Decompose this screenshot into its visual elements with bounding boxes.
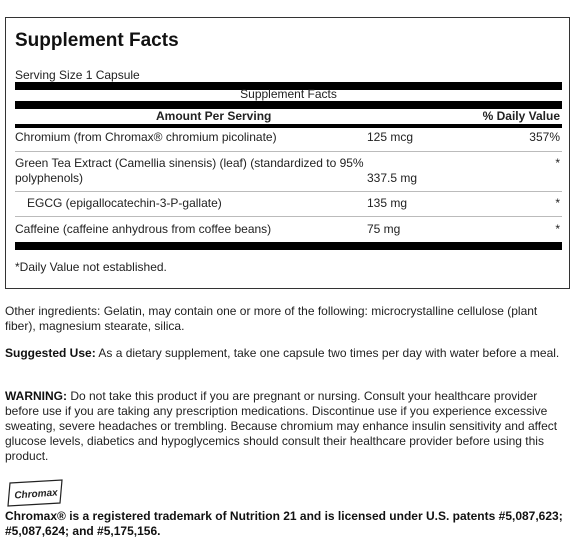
suggested-use-text: As a dietary supplement, take one capsule two times per day with water before a meal. [95, 346, 560, 360]
ingredient-name: Chromium (from Chromax® chromium picolinate) [15, 130, 277, 144]
row-divider [15, 216, 562, 217]
suggested-use-label: Suggested Use: [5, 346, 96, 360]
footnote: *Daily Value not established. [15, 260, 167, 274]
ingredient-name: Caffeine (caffeine anhydrous from coffee beans) [15, 222, 272, 236]
ingredient-amount: 135 mg [367, 196, 408, 210]
warning [5, 389, 570, 464]
table-caption: Supplement Facts [240, 87, 337, 101]
ingredient-name: EGCG (epigallocatechin-3-P-gallate) [27, 196, 222, 210]
ingredient-dv: * [555, 156, 560, 170]
thick-divider [15, 101, 562, 109]
ingredient-amount: 337.5 mg [367, 171, 418, 185]
warning-label: WARNING: [5, 389, 67, 403]
serving-size: Serving Size 1 Capsule [15, 68, 140, 82]
supplement-facts-panel [5, 17, 570, 289]
logo-text: Chromax [14, 487, 59, 502]
amount-per-serving-header: Amount Per Serving [156, 109, 272, 123]
other-ingredients: Other ingredients: Gelatin, may contain one or more of the following: microcrystalline cellulose (plant fiber), magnesium stearate, silica. [5, 304, 538, 333]
daily-value-header: % Daily Value [482, 109, 560, 123]
trademark-notice: Chromax® is a registered trademark of Nutrition 21 and is licensed under U.S. patents #5,087,623; #5,087,624; and #5,175,156. [5, 509, 563, 538]
header-divider [15, 124, 562, 128]
row-divider [15, 191, 562, 192]
row-divider [15, 151, 562, 152]
ingredient-name: Green Tea Extract (Camellia sinensis) (leaf) (standardized to 95% [15, 156, 364, 170]
chromax-logo [6, 479, 66, 512]
ingredient-dv: 357% [529, 130, 560, 144]
ingredient-amount: 75 mg [367, 222, 401, 236]
ingredient-amount: 125 mcg [367, 130, 414, 144]
ingredient-dv: * [555, 196, 560, 210]
thick-divider [15, 242, 562, 250]
warning-text: Do not take this product if you are pregnant or nursing. Consult your healthcare provider before use if you are taking any prescription medications. Discontinue use if you experience excessive sweating, severe headaches or trembling. Because chromium may enhance insulin sensitivity and affect glucose levels, diabetics and hypoglycemics should consult their healthcare provider before using this product. [5, 389, 558, 463]
ingredient-dv: * [555, 222, 560, 236]
facts-title: Supplement Facts [15, 30, 179, 51]
suggested-use [5, 346, 570, 361]
ingredient-name-continued: polyphenols) [15, 171, 84, 185]
